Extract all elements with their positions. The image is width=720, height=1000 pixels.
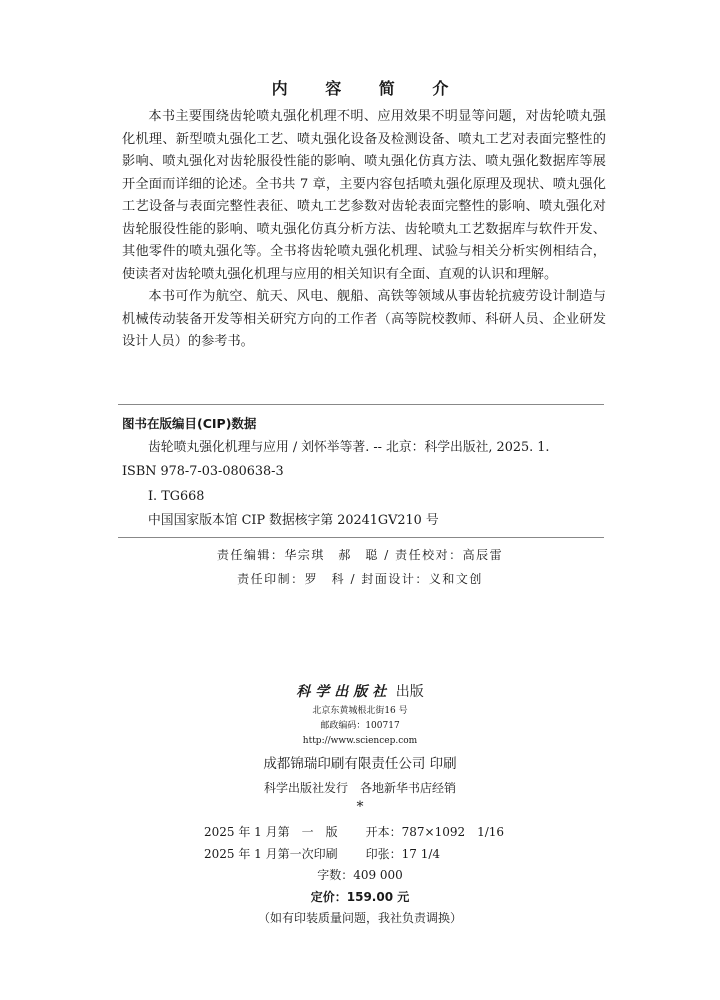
specs-row-edition: [0, 822, 720, 844]
printer-line: 成都锦瑞印刷有限责任公司 印刷: [263, 756, 457, 772]
divider-top: [118, 404, 604, 405]
sheets-text: 印张：17 1/4: [365, 846, 441, 861]
summary-body: [122, 106, 606, 354]
cip-classification: Ⅰ. TG668: [148, 488, 205, 504]
cip-isbn: ISBN 978-7-03-080638-3: [122, 464, 284, 480]
word-count: 字数：409 000: [317, 868, 403, 882]
editors-line-1: 责任编辑：华宗琪 郝 聪 / 责任校对：高辰雷: [216, 548, 504, 562]
summary-paragraph-2: 本书可作为航空、航天、风电、舰船、高铁等领域从事齿轮抗疲劳设计制造与机械传动装备开发等相关研究方向的工作者（高等院校教师、科研人员、企业研发设计人员）的参考书。: [122, 289, 606, 349]
cip-heading: 图书在版编目(CIP)数据: [122, 416, 257, 431]
cip-record-number: 中国国家版本馆 CIP 数据核字第 20241GV210 号: [148, 512, 439, 528]
price: 定价：159.00 元: [310, 889, 410, 904]
format-text: 开本：787×1092 1/16: [365, 825, 505, 839]
summary-title: 内 容 简 介: [271, 79, 465, 98]
specs-block: [0, 822, 720, 930]
cip-block: [122, 412, 606, 533]
specs-row-printing: [0, 844, 720, 866]
summary-paragraph-1: 本书主要围绕齿轮喷丸强化机理不明、应用效果不明显等问题，对齿轮喷丸强化机理、新型喷丸强化工艺、喷丸强化设备及检测设备、喷丸工艺对表面完整性的影响、喷丸强化对齿轮服役性能的影响、喷丸强化仿真方法、喷丸强化数据库等展开全面而详细的论述。全书共 7 章，主要内容包括喷丸强化原理及现状、喷丸强化工艺设备与表面完整性表征、喷丸工艺参数对齿轮表面完整性的影响、喷丸强化对齿轮服役性能的影响、喷丸强化仿真分析方法、齿轮喷丸工艺数据库与软件开发、其他零件的喷丸强化等。全书将齿轮喷丸强化机理、试验与相关分析实例相结合，使读者对齿轮喷丸强化机理与应用的相关知识有全面、直观的认识和理解。: [122, 109, 606, 282]
publisher-block: [0, 680, 720, 815]
publisher-website: http://www.sciencep.com: [302, 736, 418, 746]
printing-text: 2025 年 1 月第一次印刷: [204, 846, 338, 861]
separator-star: *: [356, 799, 364, 815]
publisher-logo: 科学出版社: [296, 684, 392, 700]
cip-title-line: 齿轮喷丸强化机理与应用 / 刘怀举等著. -- 北京：科学出版社, 2025. 1.: [148, 440, 550, 456]
publisher-name: [0, 680, 720, 704]
distribution-line: 科学出版社发行 各地新华书店经销: [263, 781, 456, 795]
edition-text: 2025 年 1 月第 一 版: [204, 825, 338, 839]
publisher-address: 北京东黄城根北街16 号: [312, 706, 408, 716]
publisher-postcode: 邮政编码：100717: [320, 721, 400, 731]
editors-block: [0, 543, 720, 591]
publisher-suffix: 出版: [395, 684, 424, 700]
quality-note: （如有印装质量问题，我社负责调换）: [257, 911, 462, 925]
editors-line-2: 责任印制：罗 科 / 封面设计：义和文创: [237, 572, 483, 586]
divider-bottom: [118, 537, 604, 538]
